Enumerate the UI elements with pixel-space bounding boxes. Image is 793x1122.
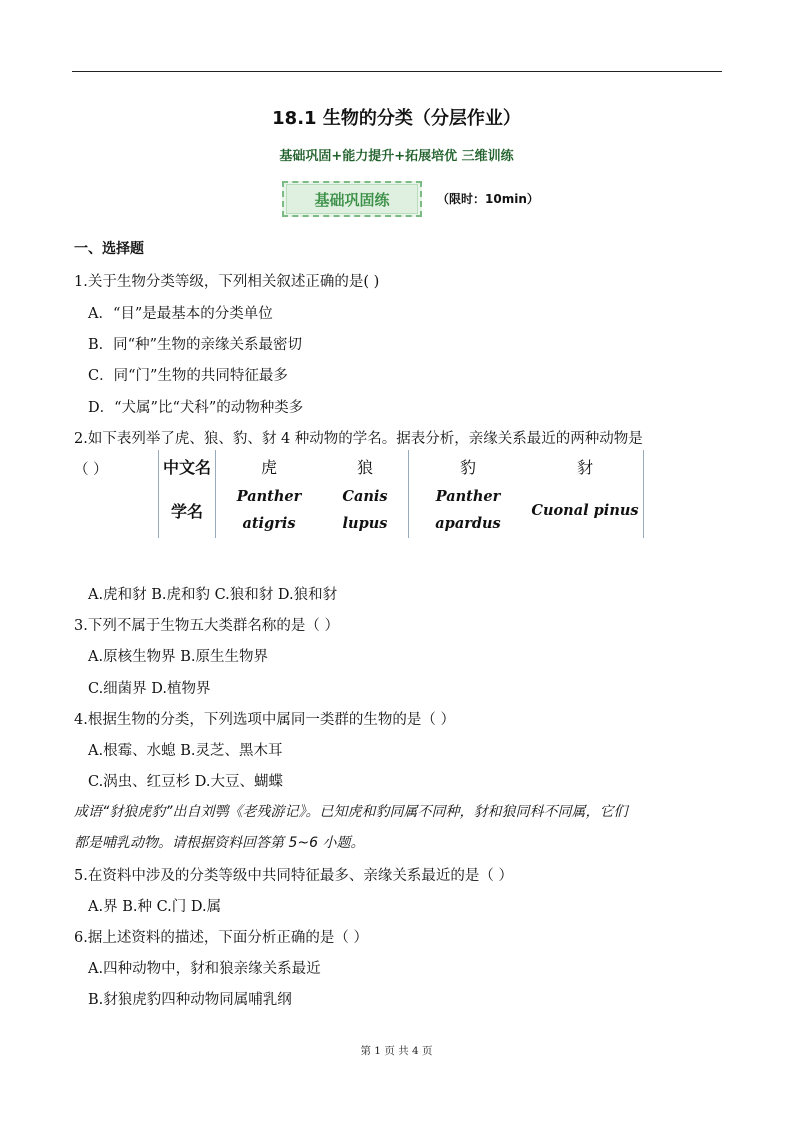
animal-wolf: 狼 — [322, 450, 409, 482]
page-title: 18.1 生物的分类（分层作业） — [272, 108, 521, 129]
table-head-sci: 学名 — [159, 482, 216, 538]
question-1: 1.关于生物分类等级，下列相关叙述正确的是( ) — [74, 274, 380, 290]
q1-option-b: B．同“种”生物的亲缘关系最密切 — [88, 337, 302, 353]
section-badge — [282, 181, 422, 217]
animal-tiger: 虎 — [260, 457, 277, 477]
sci-name-dhole: Cuonal pinus — [527, 482, 644, 538]
sci-name-leopard: Panther apardus — [435, 488, 501, 532]
header-rule — [72, 71, 722, 72]
table-head-cn: 中文名 — [159, 450, 216, 482]
q3-options-row1: A.原核生物界 B.原生生物界 — [88, 649, 268, 665]
sci-name-tiger: Panther atigris — [236, 488, 302, 532]
q5-options: A.界 B.种 C.门 D.属 — [88, 899, 222, 915]
q6-option-a: A.四种动物中，豺和狼亲缘关系最近 — [88, 961, 321, 977]
q1-option-a: A．“目”是最基本的分类单位 — [88, 306, 273, 322]
question-2: 2.如下表列举了虎、狼、豹、豺 4 种动物的学名。据表分析，亲缘关系最近的两种动物是 — [74, 431, 643, 447]
q1-option-d: D．“犬属”比“犬科”的动物种类多 — [88, 400, 304, 416]
page-subtitle: 基础巩固+能力提升+拓展培优 三维训练 — [279, 149, 514, 164]
q6-option-b: B.豺狼虎豹四种动物同属哺乳纲 — [88, 992, 292, 1008]
badge-label: 基础巩固练 — [286, 184, 418, 214]
question-4: 4.根据生物的分类，下列选项中属同一类群的生物的是（ ） — [74, 712, 455, 728]
reading-material-line1: 成语“豺狼虎豹”出自刘鹗《老残游记》。已知虎和豹同属不同种，豺和狼同科不同属，它们 — [74, 804, 628, 820]
q1-option-c: C．同“门”生物的共同特征最多 — [88, 368, 288, 384]
page-footer: 第 1 页 共 4 页 — [360, 1045, 433, 1057]
q4-options-row2: C.涡虫、红豆杉 D.大豆、蝴蝶 — [88, 774, 284, 790]
q2-answer-paren: （ ） — [74, 462, 108, 478]
q2-options: A.虎和豺 B.虎和豹 C.狼和豺 D.狼和豺 — [88, 587, 338, 603]
animal-dhole: 豺 — [527, 450, 644, 482]
question-5: 5.在资料中涉及的分类等级中共同特征最多、亲缘关系最近的是（ ） — [74, 868, 513, 884]
q4-options-row1: A.根霉、水螅 B.灵芝、黑木耳 — [88, 743, 283, 759]
question-6: 6.据上述资料的描述，下面分析正确的是（ ） — [74, 930, 368, 946]
reading-material-line2: 都是哺乳动物。请根据资料回答第 5~6 小题。 — [74, 835, 365, 851]
question-3: 3.下列不属于生物五大类群名称的是（ ） — [74, 618, 339, 634]
sci-name-wolf: Canis lupus — [322, 482, 409, 538]
section-heading: 一、选择题 — [74, 241, 144, 257]
time-limit: （限时：10min） — [437, 192, 539, 206]
animal-leopard: 豹 — [459, 457, 476, 477]
scientific-name-table — [158, 450, 644, 538]
q3-options-row2: C.细菌界 D.植物界 — [88, 681, 211, 697]
